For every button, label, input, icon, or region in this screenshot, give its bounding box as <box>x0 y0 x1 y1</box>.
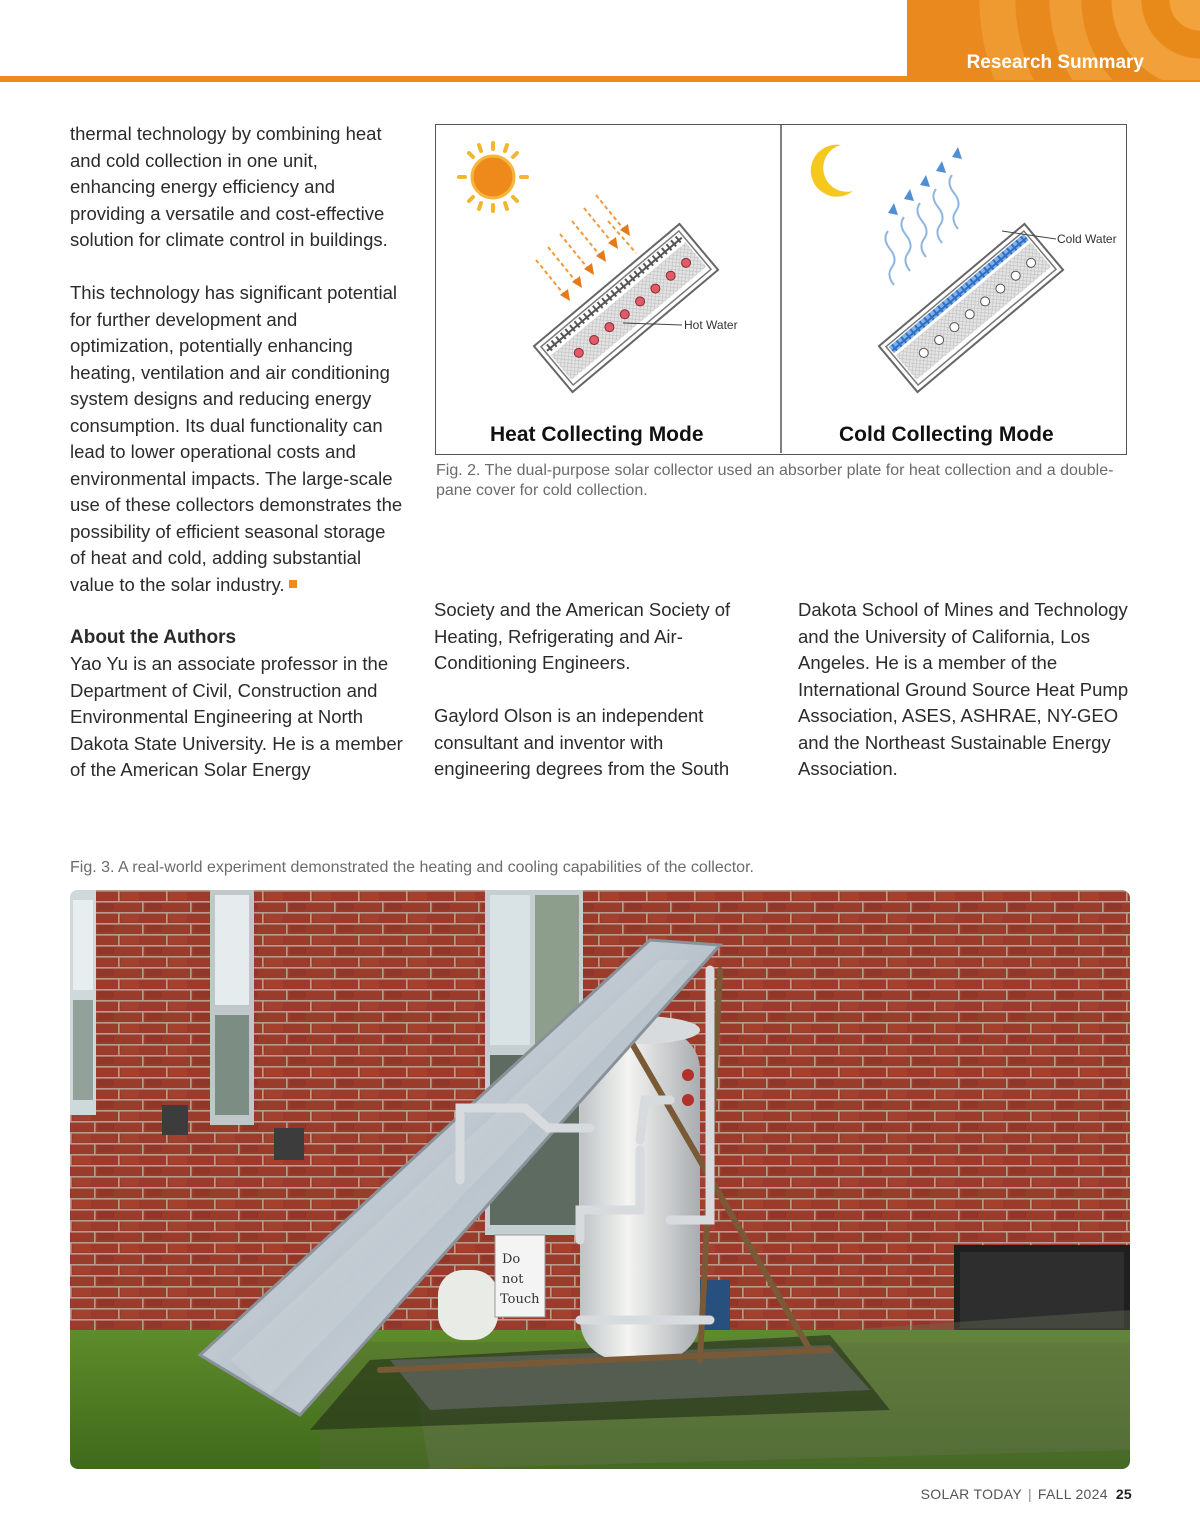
page-number: 25 <box>1115 1486 1132 1502</box>
sign-line-2: not <box>502 1272 524 1287</box>
cold-water-label: Cold Water <box>1057 232 1117 246</box>
magazine-name: SOLAR TODAY <box>920 1486 1022 1502</box>
moon-icon <box>811 145 853 197</box>
section-label: Research Summary <box>966 52 1144 73</box>
propane-tank <box>438 1270 498 1340</box>
page-footer <box>921 1486 1132 1502</box>
right-paragraph-1: Dakota School of Mines and Technology and the University of California, Los Angeles. He is a member of the International Ground Source Heat Pump Association, ASES, ASHRAE, NY-GEO and the Northeast Sustainable Energy Association. <box>798 599 1129 779</box>
section-tab <box>907 0 1200 80</box>
column-middle <box>434 597 764 783</box>
figure-3-caption: Fig. 3. A real-world experiment demonstrated the heating and cooling capabilities of the collector. <box>70 859 754 876</box>
figure-2-diagram <box>435 124 1127 455</box>
sun-icon <box>459 143 527 211</box>
heat-mode-label: Heat Collecting Mode <box>490 423 704 446</box>
left-paragraph-2 <box>70 280 405 598</box>
column-left <box>70 121 405 784</box>
middle-paragraph-1: Society and the American Society of Heating, Refrigerating and Air-Conditioning Engineers. <box>434 599 731 673</box>
heat-collector <box>534 224 718 392</box>
cold-mode-label: Cold Collecting Mode <box>839 423 1054 446</box>
authors-text-1: Yao Yu is an associate professor in the Department of Civil, Construction and Environmental Engineering at North Dakota State University. He is a member of the American Solar Energy <box>70 653 403 780</box>
left-paragraph-1: thermal technology by combining heat and cold collection in one unit, enhancing energy efficiency and providing a versatile and cost-effective solution for climate control in buildings. <box>70 123 388 250</box>
end-of-article-mark <box>289 580 297 588</box>
figure-3-photo <box>70 890 1130 1469</box>
cold-collector <box>879 224 1063 392</box>
column-right <box>798 597 1138 783</box>
authors-heading: About the Authors <box>70 626 237 648</box>
issue-name: FALL 2024 <box>1037 1486 1108 1502</box>
figure-2-caption: Fig. 2. The dual-purpose solar collector used an absorber plate for heat collection and a double-pane cover for cold collection. <box>436 462 1114 499</box>
sign-line-3: Touch <box>500 1292 540 1307</box>
left-paragraph-2-text: This technology has significant potential for further development and optimization, potentially enhancing heating, ventilation and air conditioning system designs and reducing energy consumption. Its dual functionality can lead to lower operational costs and environmental impacts. The large-scale use of these collectors demonstrates the possibility of efficient seasonal storage of heat and cold, adding substantial value to the solar industry. <box>70 282 403 595</box>
hot-water-label: Hot Water <box>684 318 738 332</box>
sign-line-1: Do <box>502 1252 521 1267</box>
middle-paragraph-2: Gaylord Olson is an independent consultant and inventor with engineering degrees from the South <box>434 705 730 779</box>
do-not-touch-sign <box>495 1235 545 1317</box>
cold-radiation-waves <box>885 175 958 285</box>
footer-separator: | <box>1027 1486 1032 1502</box>
